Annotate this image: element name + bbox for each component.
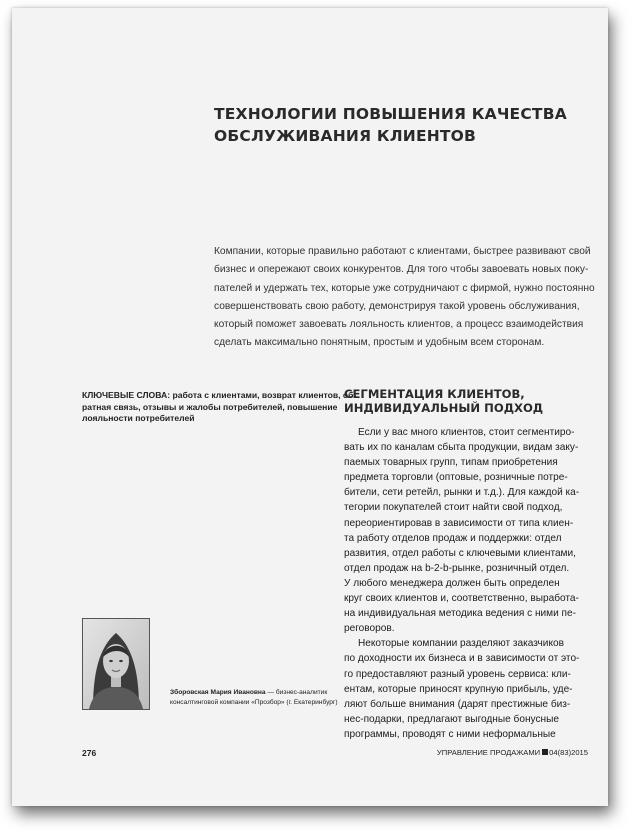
author-name: Зборовская Мария Ивановна [170,689,266,696]
body-line: та работу отделов продаж и поддержки: отдел [344,532,562,544]
keywords-line: КЛЮЧЕВЫЕ СЛОВА: работа с клиентами, возврат клиентов, об- [82,390,357,400]
lead-line: который поможет завоевать лояльность клиентов, а процесс взаимодействия [214,319,584,331]
author-company: консалтинговой компании «Прозбор» (г. Екатеринбург) [170,698,338,706]
section-heading-line: ИНДИВИДУАЛЬНЫЙ ПОДХОД [344,401,544,415]
article-body [344,425,594,742]
body-line: бители, сети ретейл, рынки и т.д.). Для каждой ка- [344,487,580,499]
body-line: ляют больше внимания (дарят престижные биз- [344,698,571,710]
body-line: У любого менеджера должен быть определен [344,577,560,589]
page-number: 276 [82,748,97,758]
body-line: Некоторые компании разделяют заказчиков [358,638,564,650]
keywords-line: лояльности потребителей [82,413,195,423]
lead-line: Компании, которые правильно работают с клиентами, быстрее развивают свой [214,246,591,257]
body-line: отдел продаж на b-2-b-рынке, розничный отдел. [344,562,570,574]
body-line: развития, отдел работы с ключевыми клиентами, [344,547,576,559]
section-heading-line: СЕГМЕНТАЦИЯ КЛИЕНТОВ, [344,387,525,401]
lead-line: пателей и удержать тех, которые уже сотрудничают с фирмой, нужно постоянно [214,282,595,294]
author-portrait-image [83,619,149,709]
magazine-page [12,8,608,806]
article-title [214,103,594,147]
keywords-line: ратная связь, отзывы и жалобы потребителей, повышение [82,401,338,412]
lead-line: бизнес и опережают своих конкурентов. Для того чтобы завоевать новых поку- [214,264,589,276]
body-line: тегории покупателей стоит найти свой подход, [344,502,563,514]
keywords-block [82,390,357,425]
square-separator-icon [542,749,548,755]
body-line: ентам, которые приносят крупную прибыль, уде- [344,683,573,695]
body-line: реговоров. [344,623,395,635]
author-photo [82,618,150,710]
body-line: программы, проводят с ними неформальные [344,728,556,740]
title-line: ТЕХНОЛОГИИ ПОВЫШЕНИЯ КАЧЕСТВА [214,105,567,123]
body-line: по доходности их бизнеса и в зависимости от это- [344,653,580,665]
journal-name: УПРАВЛЕНИЕ ПРОДАЖАМИ [436,748,541,757]
lead-line: совершенствовать свою работу, демонстрируя такой уровень обслуживания, [214,300,580,312]
body-line: Если у вас много клиентов, стоит сегментиро- [358,427,575,438]
body-line: предмета торговли (оптовые, розничные потре- [344,472,568,484]
body-line: круг своих клиентов и, соответственно, выработа- [344,593,579,605]
section-heading [344,387,594,415]
body-line: нес-подарки, предлагают выгодные бонусные [344,713,559,725]
body-line: паемых товарных групп, типам приобретения [344,457,558,469]
body-line: переориентировав в зависимости от типа клиен- [344,517,574,529]
body-line: го предоставляют разный уровень сервиса: кли- [344,668,571,680]
author-caption-line1 [170,688,340,698]
journal-footer [437,748,588,757]
author-role: бизнес-аналитик [275,689,328,696]
journal-issue: 04(83)2015 [549,748,588,757]
lead-line: сделать максимально понятным, простым и удобным всем сторонам. [214,337,545,349]
author-dash: — [265,689,276,696]
article-lead [214,243,595,353]
body-line: вать их по каналам сбыта продукции, видам заку- [344,442,579,454]
author-caption [170,688,340,707]
title-line: ОБСЛУЖИВАНИЯ КЛИЕНТОВ [214,127,477,145]
body-line: на индивидуальная методика ведения с ними пе- [344,608,576,620]
